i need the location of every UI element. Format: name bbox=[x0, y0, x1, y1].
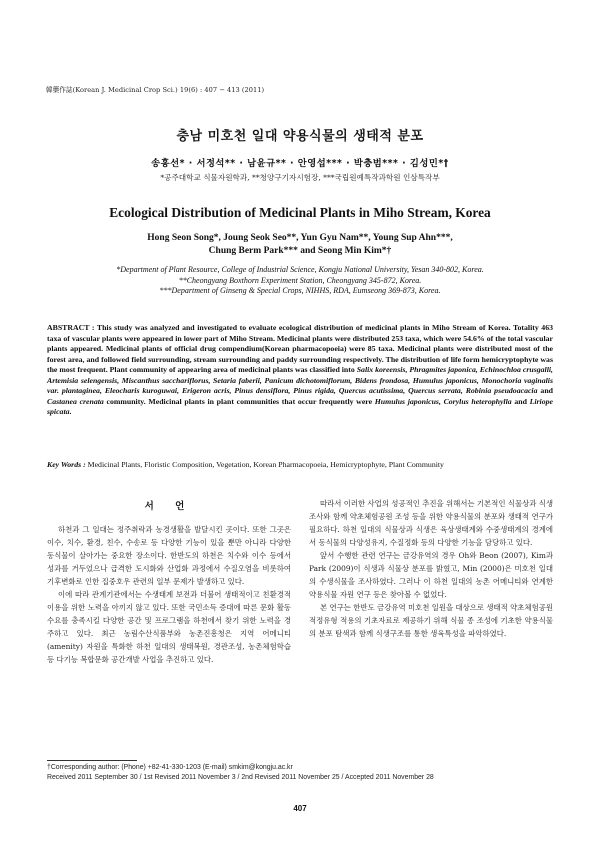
english-authors-line-2: Chung Berm Park*** and Seong Min Kim*† bbox=[208, 246, 392, 256]
left-column bbox=[47, 523, 291, 666]
english-affiliations bbox=[0, 265, 600, 297]
corresponding-author: †Corresponding author: (Phone) +82-41-330-1203 (E-mail) smkim@kongju.ac.kr bbox=[47, 764, 293, 771]
abstract-species: Castanea crenata bbox=[47, 396, 104, 406]
abstract-text: and bbox=[537, 386, 553, 395]
section-heading: 서 언 bbox=[144, 501, 194, 512]
abstract-text: . bbox=[69, 407, 72, 416]
english-authors-line-1: Hong Seon Song*, Joung Seok Seo**, Yun Gyu Nam**, Young Sup Ahn***, bbox=[147, 233, 453, 243]
keywords-label: Key Words : bbox=[47, 460, 86, 469]
body-paragraph: 이에 따라 관계기관에서는 수생태계 보전과 더불어 생태적이고 친환경적 이용을 위한 노력을 아끼지 않고 있다. 또한 국민소득 증대에 따른 문화 활동 수요를 충족시킬 다양한 공간 및 프로그램을 하천에서 찾기 위한 노력을 경주하고 있다. 최근 농림수산식품부와 농촌진흥청은 지역 어메니티 (amenity) 자원을 특화한 하천 일대의 생태복원, 경관조성, 농촌체험학습 등 다기능 복합문화 공간개발 사업을 추진하고 있다. bbox=[47, 590, 291, 664]
received-dates: Received 2011 September 30 / 1st Revised 2011 November 3 / 2nd Revised 2011 November 25 / Accepted 2011 November 28 bbox=[47, 773, 434, 781]
english-authors bbox=[0, 232, 600, 258]
abstract-text: and bbox=[511, 396, 530, 406]
right-column bbox=[309, 497, 553, 640]
abstract-species: Humulus japonicus, Corylus heterophylla bbox=[374, 396, 512, 406]
keywords bbox=[47, 460, 553, 469]
affiliation-1: *Department of Plant Resource, College of Industrial Science, Kongju National University, Yesan 340-802, Korea. bbox=[116, 265, 484, 274]
abstract-species: Liriope spicata bbox=[47, 396, 553, 416]
abstract-species: Salix koreensis, Phragmites japonica, Echinochloa crusgalli, Artemisia selengensis, Miscanthus sacchariflorus, Setaria faberii, Panicum dichotomiflorum, Bidens frondosa, Humulus japonicus, Monochoria vaginalis var. plantaginea, Eleocharis kuroguwai, Erigeron acris, Pinus densiflora, Pinus rigida, Quercus acutissima, Quercus serrata, Robinia pseudoacacia bbox=[47, 365, 553, 395]
page-number: 407 bbox=[293, 804, 307, 813]
footnote-divider bbox=[47, 760, 137, 761]
korean-affiliations: *공주대학교 식물자원학과, **청양구기자시험장, ***국립원예특작과학원 인삼특작부 bbox=[160, 173, 440, 182]
abstract bbox=[47, 323, 553, 418]
body-paragraph: 따라서 이러한 사업의 성공적인 추진을 위해서는 기본적인 식물상과 식생 조사와 함께 약초체험공원 조성 등을 위한 약용식물의 분포와 생태적 연구가 필요하다. 하천 일대의 식물상과 식생은 육상생태계와 수중생태계의 경계에서 동식물의 다양성유지, 수질정화 등의 다양한 기능을 담당하고 있다. bbox=[309, 499, 553, 547]
abstract-text: ABSTRACT : This study was analyzed and investigated to evaluate ecological distribution of medicinal plants in Miho Stream of Korea. Totality 463 taxa of vascular plants were appeared in lower part of Miho Stream. Medicinal plants were distributed 253 taxa, which were 54.6% of the total vascular plants appeared. Medicinal plants of official drug compendium(Korean pharmacopoeia) were 85 taxa. Medicinal plants were distributed most of the forest area, and followed field surrounding, stream surrounding and paddy surrounding respectively. The distribution of life form hemicryptophyte was the most frequent. Plant community of appearing area of medicinal plants was classified into bbox=[47, 323, 553, 374]
korean-title: 충남 미호천 일대 약용식물의 생태적 분포 bbox=[176, 129, 424, 144]
journal-citation: 韓藥作誌(Korean J. Medicinal Crop Sci.) 19(6) : 407 − 413 (2011) bbox=[46, 86, 265, 94]
affiliation-3: ***Department of Ginseng & Special Crops, NIHHS, RDA, Eumseong 369-873, Korea. bbox=[159, 286, 441, 295]
body-paragraph: 본 연구는 한반도 금강유역 미호천 일원을 대상으로 생태적 약초체험공원 적정유형 적용의 기초자료로 제공하기 위해 식물 종 조성에 기초한 약용식물의 분포 탐색과 함께 식생구조를 통한 생육특성을 파악하였다. bbox=[309, 603, 553, 638]
footnote bbox=[47, 763, 567, 782]
english-title: Ecological Distribution of Medicinal Plants in Miho Stream, Korea bbox=[109, 205, 491, 220]
korean-authors: 송홍선* · 서정석** · 남윤규** · 안영섭*** · 박충범*** · 김성민*† bbox=[151, 158, 449, 169]
body-paragraph: 앞서 수행한 관련 연구는 금강유역의 경우 Oh와 Beon (2007), Kim과 Park (2009)이 식생과 식물상 분포를 밝혔고, Min (2000)은 미호천 일대의 수생식물을 조사하였다. 그러나 이 하천 일대의 농촌 어메니티와 연계한 약용식물 자원 연구 등은 찾아볼 수 없었다. bbox=[309, 551, 553, 599]
affiliation-2: **Cheongyang Boxthorn Experiment Station, Cheongyang 345-872, Korea. bbox=[178, 275, 422, 285]
keywords-list: Medicinal Plants, Floristic Composition, Vegetation, Korean Pharmacopoeia, Hemicryptophyte, Plant Community bbox=[85, 460, 444, 469]
abstract-text: community. Medicinal plants in plant communities that occur frequently were bbox=[103, 396, 375, 406]
body-paragraph: 하천과 그 일대는 정주취락과 농경생활을 발달시킨 곳이다. 또한 그곳은 이수, 치수, 환경, 친수, 수송로 등 다양한 기능이 있을 뿐만 아니라 다양한 동식물이 살아가는 중요한 장소이다. 한반도의 하천은 치수와 이수 등에서 성과를 거두었으나 급격한 도시화와 산업화 과정에서 수질오염을 비롯하여 기후변화로 인한 집중호우 관련의 일부 문제가 발생하고 있다. bbox=[47, 525, 291, 586]
